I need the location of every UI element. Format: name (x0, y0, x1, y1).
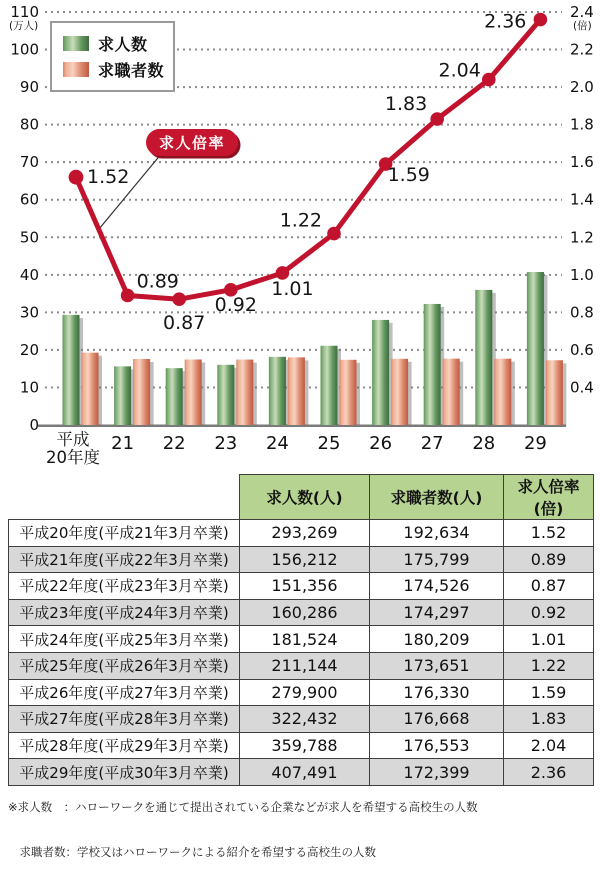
svg-text:1.6: 1.6 (570, 153, 594, 172)
value-cell: 1.01 (504, 626, 594, 653)
svg-text:28: 28 (472, 433, 496, 454)
ratio-point (69, 170, 84, 185)
ratio-value-label: 1.83 (384, 93, 428, 116)
jobs-bar (527, 272, 544, 425)
value-cell: 293,269 (240, 520, 370, 547)
data-table (8, 474, 594, 786)
table-row (9, 626, 594, 653)
svg-text:2.4: 2.4 (570, 3, 594, 22)
value-cell: 174,297 (370, 599, 504, 626)
table-row (9, 599, 594, 626)
row-label-cell: 平成27年度(平成28年3月卒業) (9, 706, 240, 733)
value-cell: 2.04 (504, 732, 594, 759)
ratio-value-label: 0.89 (136, 270, 179, 293)
jobs-bar-swatch (63, 36, 89, 51)
value-cell: 176,668 (370, 706, 504, 733)
value-cell: 2.36 (504, 759, 594, 786)
seekers-bar (82, 353, 99, 425)
value-cell: 407,491 (240, 759, 370, 786)
row-label-cell: 平成20年度(平成21年3月卒業) (9, 520, 240, 547)
value-cell: 181,524 (240, 626, 370, 653)
svg-text:1.2: 1.2 (570, 228, 594, 247)
value-cell: 1.52 (504, 520, 594, 547)
svg-text:21: 21 (111, 433, 135, 454)
svg-text:2.2: 2.2 (570, 40, 594, 59)
value-cell: 0.87 (504, 573, 594, 600)
jobs-bar (269, 357, 286, 425)
value-cell: 192,634 (370, 520, 504, 547)
jobs-bar (424, 304, 441, 425)
seekers-bar (340, 360, 357, 425)
legend-item-seekers (63, 58, 165, 81)
svg-text:27: 27 (420, 433, 444, 454)
seekers-bar (546, 360, 563, 425)
jobs-bar (114, 366, 131, 425)
svg-text:0.4: 0.4 (570, 378, 594, 397)
svg-text:25: 25 (317, 433, 341, 454)
value-cell: 172,399 (370, 759, 504, 786)
value-cell: 322,432 (240, 706, 370, 733)
ratio-point (121, 289, 135, 303)
seekers-bar (443, 359, 460, 425)
svg-text:2.0: 2.0 (570, 78, 594, 97)
svg-text:40: 40 (19, 265, 39, 284)
value-cell: 1.83 (504, 706, 594, 733)
seekers-bar (391, 359, 408, 425)
footnotes (8, 770, 478, 890)
x-axis-labels (46, 430, 547, 467)
svg-text:110: 110 (10, 3, 39, 22)
svg-text:50: 50 (19, 228, 39, 247)
value-cell: 175,799 (370, 546, 504, 573)
table-row (9, 546, 594, 573)
svg-text:平成: 平成 (56, 430, 90, 449)
svg-text:29: 29 (523, 433, 547, 454)
ratio-value-label: 1.52 (87, 166, 130, 189)
ratio-point (327, 227, 341, 241)
row-label-cell: 平成28年度(平成29年3月卒業) (9, 732, 240, 759)
value-cell: 1.22 (504, 652, 594, 679)
ratio-value-label: 2.36 (484, 10, 527, 33)
svg-text:22: 22 (162, 433, 186, 454)
column-header: 求人数(人) (240, 475, 370, 520)
legend-item-jobs (63, 32, 165, 55)
chart-legend (50, 21, 175, 92)
value-cell: 359,788 (240, 732, 370, 759)
column-header: 求職者数(人) (370, 475, 504, 520)
jobs-bar (372, 320, 389, 425)
jobs-bar (63, 315, 80, 425)
svg-text:90: 90 (19, 78, 39, 97)
seekers-bar-swatch (63, 62, 89, 77)
row-label-cell: 平成29年度(平成30年3月卒業) (9, 759, 240, 786)
svg-text:0.8: 0.8 (570, 303, 594, 322)
row-label-cell: 平成23年度(平成24年3月卒業) (9, 599, 240, 626)
jobs-legend-label: 求人数 (98, 35, 148, 54)
table-row (9, 706, 594, 733)
svg-text:24: 24 (265, 433, 289, 454)
svg-text:1.4: 1.4 (570, 190, 594, 209)
ratio-value-label: 1.01 (271, 277, 314, 300)
value-cell: 174,526 (370, 573, 504, 600)
value-cell: 0.92 (504, 599, 594, 626)
svg-text:80: 80 (19, 115, 39, 134)
svg-text:20: 20 (19, 340, 39, 359)
svg-text:1.8: 1.8 (570, 115, 594, 134)
svg-text:0.6: 0.6 (570, 340, 594, 359)
ratio-value-label: 0.87 (163, 312, 206, 335)
svg-text:100: 100 (10, 40, 39, 59)
seekers-bar (185, 359, 202, 425)
footnote-seekers: 求職者数：学校又はハローワークによる紹介を希望する高校生の人数 (8, 845, 376, 859)
svg-text:0: 0 (29, 416, 39, 434)
badge-connector-line (99, 153, 162, 229)
value-cell: 173,651 (370, 652, 504, 679)
value-cell: 176,330 (370, 679, 504, 706)
value-cell: 279,900 (240, 679, 370, 706)
value-cell: 160,286 (240, 599, 370, 626)
row-label-cell: 平成24年度(平成25年3月卒業) (9, 626, 240, 653)
svg-text:26: 26 (369, 433, 393, 454)
table-row (9, 652, 594, 679)
svg-text:60: 60 (19, 190, 39, 209)
svg-text:23: 23 (214, 433, 238, 454)
ratio-value-label: 1.59 (387, 164, 430, 187)
seekers-bar (288, 357, 305, 425)
row-label-cell: 平成25年度(平成26年3月卒業) (9, 652, 240, 679)
right-axis-unit: (倍) (573, 20, 592, 33)
row-label-cell: 平成21年度(平成22年3月卒業) (9, 546, 240, 573)
value-cell: 0.89 (504, 546, 594, 573)
column-header: 求人倍率(倍) (504, 475, 594, 520)
ratio-badge: 求人倍率 (146, 129, 238, 156)
ratio-value-label: 1.22 (279, 209, 322, 232)
jobs-bar (475, 290, 492, 425)
value-cell: 176,553 (370, 732, 504, 759)
left-axis-unit: (万人) (9, 20, 39, 33)
value-cell: 211,144 (240, 652, 370, 679)
seekers-bar (494, 359, 511, 425)
table-row (9, 732, 594, 759)
ratio-point (534, 13, 548, 27)
svg-text:70: 70 (19, 153, 39, 172)
row-label-cell: 平成22年度(平成23年3月卒業) (9, 573, 240, 600)
ratio-point (482, 73, 496, 87)
left-axis-labels (10, 3, 39, 434)
ratio-point (430, 112, 444, 126)
ratio-value-label: 2.04 (438, 59, 481, 82)
jobs-bar (166, 368, 183, 425)
jobs-bar (217, 365, 234, 425)
value-cell: 180,209 (370, 626, 504, 653)
table-corner-blank (9, 475, 240, 520)
seekers-bar (133, 359, 150, 425)
row-label-cell: 平成26年度(平成27年3月卒業) (9, 679, 240, 706)
svg-text:30: 30 (19, 303, 39, 322)
seekers-bar (236, 360, 253, 425)
seekers-legend-label: 求職者数 (98, 61, 165, 80)
footnote-jobs: ※求人数 ：ハローワークを通じて提出されている企業などが求人を希望する高校生の人数 (8, 800, 478, 814)
ratio-point (172, 292, 186, 306)
table-row (9, 679, 594, 706)
svg-text:10: 10 (19, 378, 39, 397)
jobs-bar (321, 346, 338, 425)
svg-text:1.0: 1.0 (570, 265, 594, 284)
ratio-value-label: 0.92 (214, 293, 257, 316)
svg-text:20年度: 20年度 (46, 448, 100, 467)
value-cell: 151,356 (240, 573, 370, 600)
value-cell: 1.59 (504, 679, 594, 706)
value-cell: 156,212 (240, 546, 370, 573)
table-row (9, 520, 594, 547)
table-row (9, 573, 594, 600)
table-header-row (9, 475, 594, 520)
right-axis-labels (570, 3, 594, 396)
